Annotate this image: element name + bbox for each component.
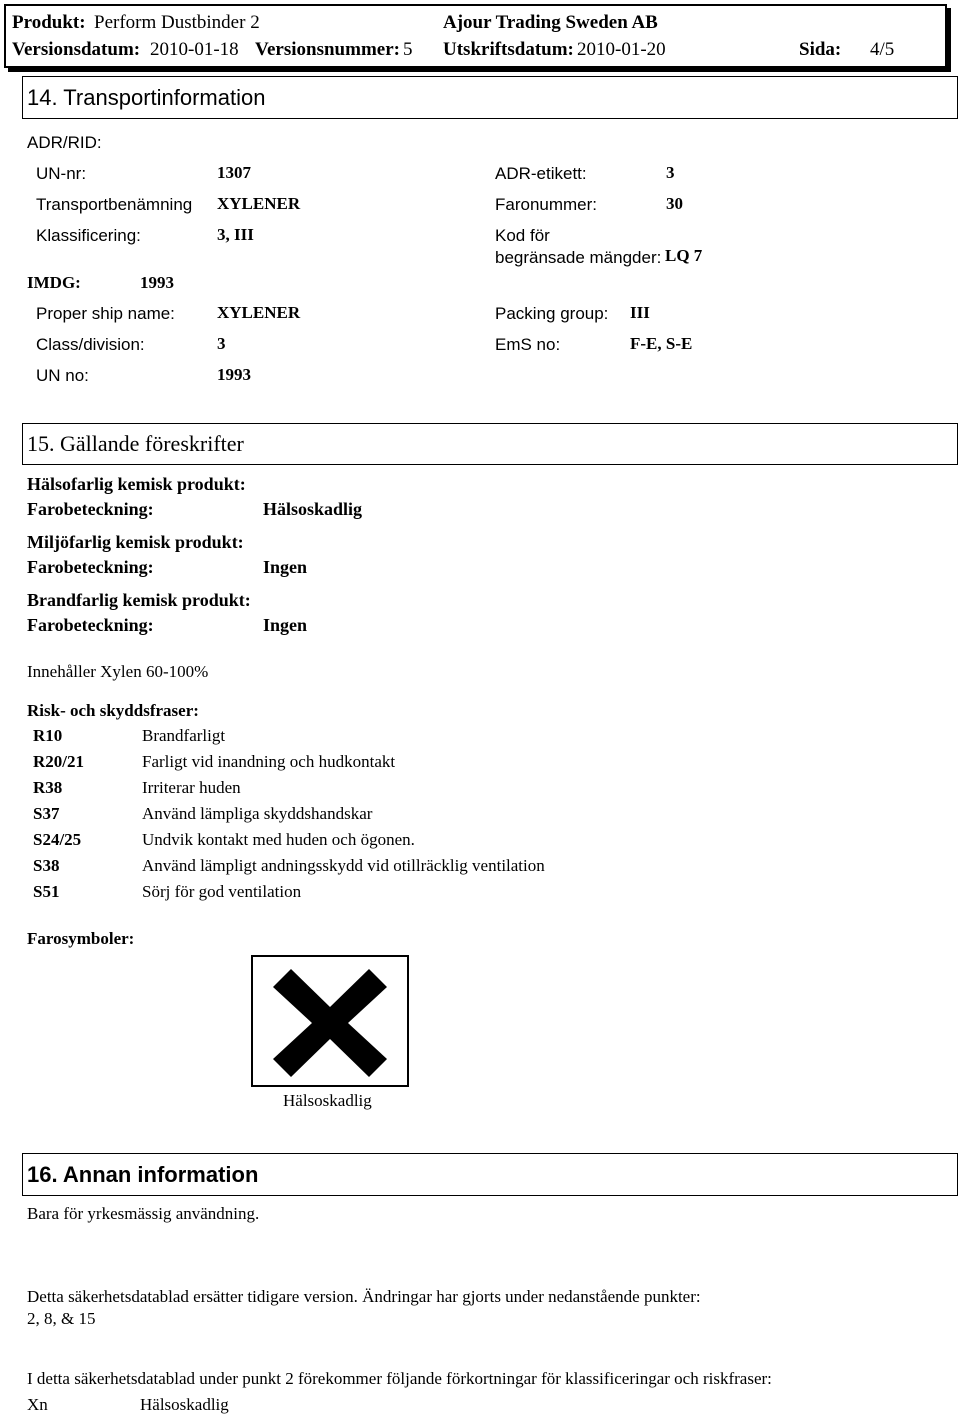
phrase-text: Använd lämpligt andningsskydd vid otillräcklig ventilation: [142, 856, 545, 875]
ems-label: EmS no:: [495, 335, 561, 354]
versionsdatum-value: 2010-01-18: [150, 39, 239, 60]
imdg-value: 1993: [140, 273, 174, 292]
versionsnummer-value: 5: [403, 39, 413, 60]
halsofarlig-heading: Hälsofarlig kemisk produkt:: [27, 474, 246, 494]
adr-etikett-label: ADR-etikett:: [495, 164, 587, 183]
phrase-text: Sörj för god ventilation: [142, 882, 302, 901]
farobeteckning-label-3: Farobeteckning:: [27, 615, 154, 635]
hazard-x-cross-icon: [251, 955, 409, 1087]
phrase-code: S37: [33, 804, 60, 823]
phrase-text: Irriterar huden: [142, 778, 241, 797]
xn-text: Hälsoskadlig: [140, 1395, 229, 1414]
klassificering-label: Klassificering:: [36, 226, 141, 245]
proper-ship-name-value: XYLENER: [217, 303, 301, 322]
kod-value: LQ 7: [665, 246, 703, 265]
innehaller-text: Innehåller Xylen 60-100%: [27, 662, 209, 681]
un-no-label: UN no:: [36, 366, 89, 385]
brandfarlig-value: Ingen: [263, 615, 308, 635]
utskriftsdatum-value: 2010-01-20: [577, 39, 666, 60]
phrase-text: Undvik kontakt med huden och ögonen.: [142, 830, 415, 849]
klassificering-value: 3, III: [217, 225, 254, 244]
begransade-mangder-label: begränsade mängder:: [495, 248, 662, 267]
phrase-code: R20/21: [33, 752, 84, 771]
faronummer-label: Faronummer:: [495, 195, 598, 214]
forkortningar-text: I detta säkerhetsdatablad under punkt 2 förekommer följande förkortningar för klassificeringar och riskfraser:: [27, 1369, 772, 1388]
x-cross-icon: [253, 957, 407, 1085]
packing-group-value: III: [630, 303, 650, 322]
transportbenamning-label: Transportbenämning: [36, 195, 193, 214]
packing-group-label: Packing group:: [495, 304, 609, 323]
punkter-text: 2, 8, & 15: [27, 1309, 96, 1328]
phrase-text: Farligt vid inandning och hudkontakt: [142, 752, 396, 771]
phrase-code: S51: [33, 882, 60, 901]
class-division-value: 3: [217, 334, 226, 353]
adr-etikett-value: 3: [666, 163, 675, 182]
produkt-label: Produkt:: [12, 12, 86, 33]
halsofarlig-value: Hälsoskadlig: [263, 499, 363, 519]
risk-skyddsfraser-heading: Risk- och skyddsfraser:: [27, 701, 199, 720]
company-name: Ajour Trading Sweden AB: [443, 12, 658, 33]
transportbenamning-value: XYLENER: [217, 194, 301, 213]
ems-value: F-E, S-E: [630, 334, 693, 353]
kod-for-label: Kod för: [495, 226, 550, 245]
miljofarlig-heading: Miljöfarlig kemisk produkt:: [27, 532, 244, 552]
pictogram-caption: Hälsoskadlig: [283, 1091, 372, 1110]
un-no-value: 1993: [217, 365, 251, 384]
phrase-code: R10: [33, 726, 63, 745]
versionsnummer-label: Versionsnummer:: [255, 39, 400, 60]
phrase-text: Använd lämpliga skyddshandskar: [142, 804, 373, 823]
faronummer-value: 30: [666, 194, 683, 213]
phrase-code: S24/25: [33, 830, 82, 849]
versionsdatum-label: Versionsdatum:: [12, 39, 141, 60]
produkt-value: Perform Dustbinder 2: [94, 12, 260, 33]
proper-ship-name-label: Proper ship name:: [36, 304, 175, 323]
adr-rid-heading: ADR/RID:: [27, 133, 102, 152]
farobeteckning-label-2: Farobeteckning:: [27, 557, 154, 577]
phrase-text: Brandfarligt: [142, 726, 226, 745]
farobeteckning-label-1: Farobeteckning:: [27, 499, 154, 519]
miljofarlig-value: Ingen: [263, 557, 308, 577]
class-division-label: Class/division:: [36, 335, 145, 354]
farosymboler-label: Farosymboler:: [27, 929, 135, 948]
brandfarlig-heading: Brandfarlig kemisk produkt:: [27, 590, 251, 610]
xn-code: Xn: [27, 1395, 48, 1414]
sida-label: Sida:: [799, 39, 842, 60]
section-15-title: 15. Gällande föreskrifter: [27, 431, 244, 456]
bara-text: Bara för yrkesmässig användning.: [27, 1204, 260, 1223]
ersatter-text: Detta säkerhetsdatablad ersätter tidigare version. Ändringar har gjorts under nedanstående punkter:: [27, 1287, 701, 1306]
un-nr-label: UN-nr:: [36, 164, 87, 183]
imdg-label: IMDG:: [27, 273, 81, 292]
phrase-code: R38: [33, 778, 63, 797]
un-nr-value: 1307: [217, 163, 251, 182]
section-16-title: 16. Annan information: [27, 1162, 259, 1187]
sida-value: 4/5: [870, 39, 895, 60]
utskriftsdatum-label: Utskriftsdatum:: [443, 39, 574, 60]
phrase-code: S38: [33, 856, 60, 875]
section-14-title: 14. Transportinformation: [27, 85, 266, 110]
